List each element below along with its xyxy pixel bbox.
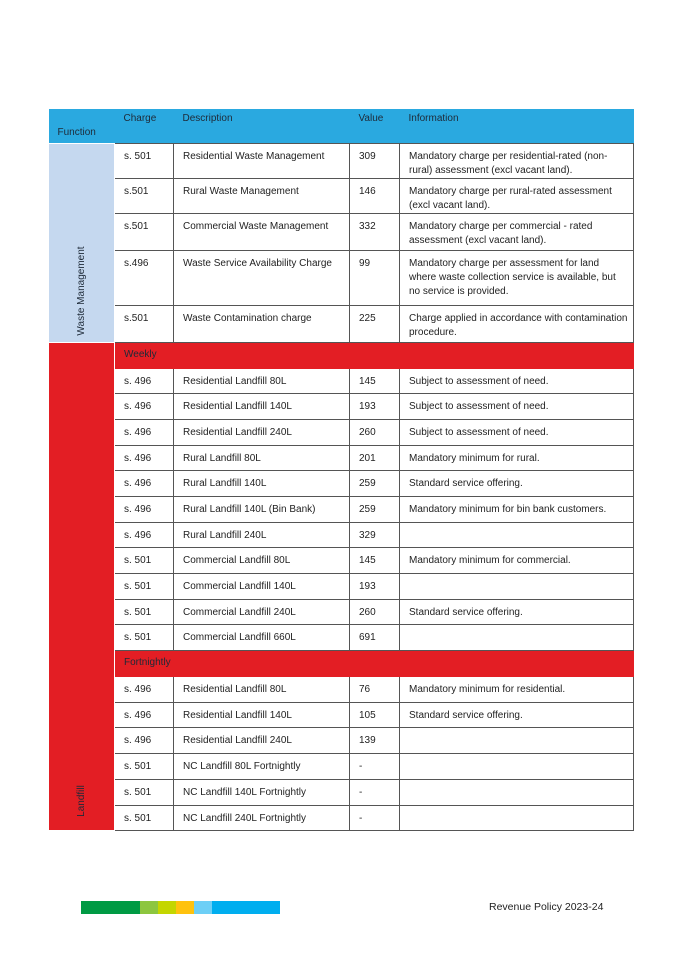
footer-color-bar <box>81 901 280 914</box>
color-bar-segment <box>140 901 158 914</box>
charge-cell: s.501 <box>115 213 174 250</box>
table-row <box>49 250 634 305</box>
fees-table <box>48 109 634 831</box>
value-cell: 145 <box>350 548 400 574</box>
table-row <box>49 213 634 250</box>
charge-cell: s. 496 <box>115 522 174 548</box>
table-row <box>49 305 634 342</box>
description-cell: Rural Waste Management <box>174 178 350 213</box>
description-cell: Rural Landfill 240L <box>174 522 350 548</box>
table-row <box>49 496 634 522</box>
value-cell: 259 <box>350 471 400 497</box>
description-cell: NC Landfill 140L Fortnightly <box>174 779 350 805</box>
color-bar-segment <box>194 901 212 914</box>
information-cell: Mandatory minimum for bin bank customers. <box>400 496 634 522</box>
value-cell: 201 <box>350 445 400 471</box>
charge-cell: s. 501 <box>115 599 174 625</box>
table-row <box>49 419 634 445</box>
value-cell: 76 <box>350 677 400 703</box>
description-cell: Waste Service Availability Charge <box>174 250 350 305</box>
charge-cell: s. 501 <box>115 754 174 780</box>
table-row <box>49 728 634 754</box>
description-cell: Commercial Landfill 80L <box>174 548 350 574</box>
header-description: Description <box>174 109 350 143</box>
value-cell: 193 <box>350 574 400 600</box>
description-cell: Residential Landfill 80L <box>174 677 350 703</box>
charge-cell: s. 496 <box>115 394 174 420</box>
charge-cell: s. 501 <box>115 625 174 651</box>
information-cell: Mandatory minimum for commercial. <box>400 548 634 574</box>
description-cell: Residential Waste Management <box>174 143 350 178</box>
color-bar-segment <box>212 901 280 914</box>
subheader-fortnightly: Fortnightly <box>115 651 634 677</box>
information-cell: Subject to assessment of need. <box>400 419 634 445</box>
header-charge: Charge <box>115 109 174 143</box>
information-cell <box>400 574 634 600</box>
information-cell: Subject to assessment of need. <box>400 394 634 420</box>
value-cell: - <box>350 779 400 805</box>
value-cell: 259 <box>350 496 400 522</box>
description-cell: Residential Landfill 140L <box>174 702 350 728</box>
charge-cell: s. 501 <box>115 805 174 831</box>
information-cell <box>400 754 634 780</box>
charge-cell: s. 501 <box>115 143 174 178</box>
description-cell: Residential Landfill 240L <box>174 728 350 754</box>
charge-cell: s. 496 <box>115 728 174 754</box>
information-cell: Standard service offering. <box>400 599 634 625</box>
table-row <box>49 368 634 394</box>
table-row <box>49 625 634 651</box>
charge-cell: s. 496 <box>115 445 174 471</box>
description-cell: Commercial Landfill 660L <box>174 625 350 651</box>
information-cell <box>400 522 634 548</box>
description-cell: Rural Landfill 140L <box>174 471 350 497</box>
charge-cell: s. 496 <box>115 471 174 497</box>
color-bar-segment <box>158 901 176 914</box>
value-cell: 225 <box>350 305 400 342</box>
table-row <box>49 805 634 831</box>
charge-cell: s. 496 <box>115 702 174 728</box>
charge-cell: s.501 <box>115 305 174 342</box>
description-cell: Commercial Waste Management <box>174 213 350 250</box>
table-row <box>49 677 634 703</box>
charge-cell: s. 496 <box>115 677 174 703</box>
table-row <box>49 178 634 213</box>
table-row <box>49 779 634 805</box>
information-cell: Mandatory charge per commercial - rated assessment (excl vacant land). <box>400 213 634 250</box>
value-cell: 139 <box>350 728 400 754</box>
value-cell: 332 <box>350 213 400 250</box>
value-cell: 193 <box>350 394 400 420</box>
description-cell: NC Landfill 240L Fortnightly <box>174 805 350 831</box>
function-label: Landfill <box>75 785 87 818</box>
charge-cell: s. 496 <box>115 419 174 445</box>
value-cell: - <box>350 754 400 780</box>
value-cell: 691 <box>350 625 400 651</box>
value-cell: - <box>350 805 400 831</box>
function-label: Waste Management <box>75 245 87 336</box>
table-row <box>49 394 634 420</box>
description-cell: Rural Landfill 140L (Bin Bank) <box>174 496 350 522</box>
description-cell: Residential Landfill 80L <box>174 368 350 394</box>
footer-document-title: Revenue Policy 2023-24 <box>489 901 604 913</box>
charge-cell: s. 501 <box>115 574 174 600</box>
table-row <box>49 445 634 471</box>
header-function: Function <box>49 109 115 143</box>
information-cell: Mandatory charge per rural-rated assessment (excl vacant land). <box>400 178 634 213</box>
color-bar-segment <box>81 901 140 914</box>
information-cell: Standard service offering. <box>400 471 634 497</box>
description-cell: NC Landfill 80L Fortnightly <box>174 754 350 780</box>
information-cell <box>400 805 634 831</box>
value-cell: 99 <box>350 250 400 305</box>
information-cell: Subject to assessment of need. <box>400 368 634 394</box>
charge-cell: s. 501 <box>115 779 174 805</box>
information-cell <box>400 779 634 805</box>
table-row <box>49 143 634 178</box>
information-cell: Standard service offering. <box>400 702 634 728</box>
information-cell: Mandatory charge per residential-rated (non-rural) assessment (excl vacant land). <box>400 143 634 178</box>
value-cell: 105 <box>350 702 400 728</box>
table-row <box>49 574 634 600</box>
description-cell: Waste Contamination charge <box>174 305 350 342</box>
value-cell: 146 <box>350 178 400 213</box>
subheader-row-fortnightly <box>49 651 634 677</box>
description-cell: Residential Landfill 240L <box>174 419 350 445</box>
description-cell: Commercial Landfill 240L <box>174 599 350 625</box>
function-cell-waste-management <box>49 143 115 342</box>
value-cell: 260 <box>350 419 400 445</box>
value-cell: 329 <box>350 522 400 548</box>
description-cell: Rural Landfill 80L <box>174 445 350 471</box>
information-cell: Mandatory charge per assessment for land where waste collection service is available, but no service is provided. <box>400 250 634 305</box>
information-cell: Mandatory minimum for rural. <box>400 445 634 471</box>
table-row <box>49 754 634 780</box>
header-information: Information <box>400 109 634 143</box>
table-row <box>49 548 634 574</box>
charge-cell: s.496 <box>115 250 174 305</box>
charge-cell: s. 501 <box>115 548 174 574</box>
charge-cell: s. 496 <box>115 368 174 394</box>
table-row <box>49 471 634 497</box>
table-row <box>49 599 634 625</box>
color-bar-segment <box>176 901 194 914</box>
table-row <box>49 522 634 548</box>
charge-cell: s.501 <box>115 178 174 213</box>
information-cell <box>400 728 634 754</box>
description-cell: Commercial Landfill 140L <box>174 574 350 600</box>
function-cell-landfill <box>49 342 115 831</box>
information-cell <box>400 625 634 651</box>
information-cell: Charge applied in accordance with contamination procedure. <box>400 305 634 342</box>
value-cell: 145 <box>350 368 400 394</box>
value-cell: 309 <box>350 143 400 178</box>
table-row <box>49 702 634 728</box>
description-cell: Residential Landfill 140L <box>174 394 350 420</box>
header-value: Value <box>350 109 400 143</box>
charge-cell: s. 496 <box>115 496 174 522</box>
value-cell: 260 <box>350 599 400 625</box>
information-cell: Mandatory minimum for residential. <box>400 677 634 703</box>
subheader-row-weekly <box>49 342 634 368</box>
subheader-weekly: Weekly <box>115 342 634 368</box>
table-header-row <box>49 109 634 143</box>
